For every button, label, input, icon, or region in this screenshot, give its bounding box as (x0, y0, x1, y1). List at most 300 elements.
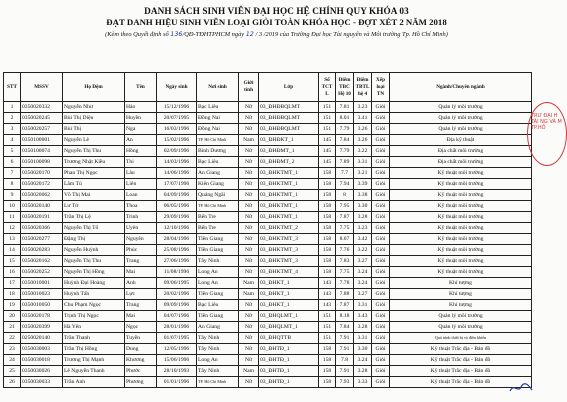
cell-diem-tbc: 7.95 (336, 201, 354, 212)
cell-nganh: Quá trình thiết bị và điều khiển (390, 333, 532, 344)
cell-so-tc: 145 (319, 146, 336, 157)
table-row (4, 267, 532, 278)
cell-diem-tbc: 7.84 (336, 322, 354, 333)
cell-mssv: 0350020178 (21, 311, 63, 322)
cell-gioi-tinh: Nữ (239, 179, 259, 190)
cell-xep-loai: Giỏi (372, 201, 390, 212)
cell-nganh: Quản lý môi trường (390, 311, 532, 322)
cell-mssv: 0350020140 (21, 201, 63, 212)
cell-stt: 26 (4, 377, 21, 388)
cell-nganh: Kỹ thuật môi trường (390, 212, 532, 223)
table-row (4, 157, 532, 168)
table-row (4, 355, 532, 366)
cell-lop: 03_ĐHTĐ_1 (259, 344, 319, 355)
header-lop: Lớp (259, 73, 319, 102)
cell-nganh: Kỹ thuật môi trường (390, 267, 532, 278)
cell-lop: 03_ĐHTĐ_1 (259, 355, 319, 366)
cell-noi-sinh: Tiền Giang (197, 311, 239, 322)
cell-ten: Trinh (125, 212, 157, 223)
cell-diem-tbc: 8.07 (336, 234, 354, 245)
header-so-tc: Số TCT L (319, 73, 336, 102)
cell-stt: 5 (4, 146, 21, 157)
cell-xep-loai: Giỏi (372, 355, 390, 366)
cell-gioi-tinh: Nữ (239, 102, 259, 113)
cell-lop: 03_ĐHKTMT_1 (259, 168, 319, 179)
cell-diem-tbtl: 3.41 (354, 113, 372, 124)
cell-noi-sinh: Bạc Liêu (197, 300, 239, 311)
cell-so-tc: 158 (319, 212, 336, 223)
cell-diem-tbc: 7.87 (336, 300, 354, 311)
cell-lop: 03_ĐHKTMT_3 (259, 234, 319, 245)
cell-gioi-tinh: Nữ (239, 322, 259, 333)
cell-nganh: Kỹ thuật môi trường (390, 223, 532, 234)
cell-noi-sinh: Tiền Giang (197, 234, 239, 245)
cell-noi-sinh: Bạc Liêu (197, 157, 239, 168)
cell-mssv: 0350020172 (21, 179, 63, 190)
table-row (4, 278, 532, 289)
cell-xep-loai: Giỏi (372, 157, 390, 168)
cell-so-tc: 151 (319, 102, 336, 113)
cell-diem-tbc: 7.89 (336, 157, 354, 168)
cell-so-tc: 158 (319, 223, 336, 234)
header-ho-dem: Họ Đệm (63, 73, 125, 102)
cell-gioi-tinh: Nữ (239, 113, 259, 124)
cell-mssv: 0350020245 (21, 113, 63, 124)
cell-stt: 24 (4, 355, 21, 366)
cell-diem-tbtl: 3.43 (354, 311, 372, 322)
cell-ngay-sinh: 01/07/1995 (157, 333, 197, 344)
cell-gioi-tinh: Nữ (239, 355, 259, 366)
cell-so-tc: 158 (319, 201, 336, 212)
cell-diem-tbtl: 3.27 (354, 289, 372, 300)
cell-ten: Trang (125, 300, 157, 311)
cell-xep-loai: Giỏi (372, 245, 390, 256)
cell-noi-sinh: Long An (197, 278, 239, 289)
cell-so-tc: 143 (319, 278, 336, 289)
cell-so-tc: 145 (319, 135, 336, 146)
cell-so-tc: 143 (319, 289, 336, 300)
cell-mssv: 0350030018 (21, 355, 63, 366)
cell-gioi-tinh: Nữ (239, 157, 259, 168)
cell-ho-dem: Nguyễn Thị Thu (63, 146, 125, 157)
cell-nganh: Khí tượng (390, 278, 532, 289)
cell-gioi-tinh: Nữ (239, 245, 259, 256)
header-mssv: MSSV (21, 73, 63, 102)
cell-lop: 03_ĐHQLMT_1 (259, 311, 319, 322)
cell-mssv: 0350020062 (21, 190, 63, 201)
cell-diem-tbtl: 3.22 (354, 146, 372, 157)
cell-mssv: 0350030026 (21, 366, 63, 377)
cell-stt: 6 (4, 157, 21, 168)
cell-gioi-tinh: Nữ (239, 333, 259, 344)
cell-so-tc: 151 (319, 322, 336, 333)
cell-ten: Anh (125, 278, 157, 289)
table-row (4, 333, 532, 344)
cell-xep-loai: Giỏi (372, 322, 390, 333)
cell-nganh: Khí tượng (390, 289, 532, 300)
cell-gioi-tinh: Nữ (239, 234, 259, 245)
cell-ngay-sinh: 01/01/1996 (157, 377, 197, 388)
table-row (4, 223, 532, 234)
cell-diem-tbc: 7.7 (336, 168, 354, 179)
cell-diem-tbtl: 3.30 (354, 344, 372, 355)
cell-diem-tbtl: 3.24 (354, 267, 372, 278)
header-xep-loai: Xếp loại TN (372, 73, 390, 102)
cell-lop: 03_ĐHTĐ_1 (259, 377, 319, 388)
cell-gioi-tinh: Nữ (239, 190, 259, 201)
cell-ho-dem: Trịnh Thị Ngọc (63, 311, 125, 322)
header-noi-sinh: Nơi sinh (197, 73, 239, 102)
cell-xep-loai: Giỏi (372, 124, 390, 135)
cell-ho-dem: Bùi Thị Diệu (63, 113, 125, 124)
table-row (4, 190, 532, 201)
cell-ten: Huyền (125, 113, 157, 124)
cell-mssv: 0350010050 (21, 300, 63, 311)
cell-nganh: Địa chất môi trường (390, 146, 532, 157)
cell-ho-dem: Trương Nhật Kiều (63, 157, 125, 168)
cell-so-tc: 158 (319, 355, 336, 366)
cell-stt: 14 (4, 245, 21, 256)
cell-ho-dem: Lư Tử (63, 201, 125, 212)
cell-ten: Mai (125, 267, 157, 278)
cell-stt: 18 (4, 289, 21, 300)
cell-gioi-tinh: Nam (239, 366, 259, 377)
cell-gioi-tinh: Nữ (239, 267, 259, 278)
cell-noi-sinh: Long An (197, 355, 239, 366)
cell-ho-dem: Huỳnh Đại Hoàng (63, 278, 125, 289)
cell-xep-loai: Giỏi (372, 333, 390, 344)
cell-ngay-sinh: 09/06/1995 (157, 278, 197, 289)
cell-ngay-sinh: 16/03/1996 (157, 124, 197, 135)
cell-ten: Nga (125, 124, 157, 135)
table-row (4, 135, 532, 146)
cell-xep-loai: Giỏi (372, 146, 390, 157)
cell-mssv: 0350010001 (21, 278, 63, 289)
cell-xep-loai: Giỏi (372, 212, 390, 223)
cell-gioi-tinh: Nữ (239, 124, 259, 135)
cell-xep-loai: Giỏi (372, 289, 390, 300)
cell-gioi-tinh: Nữ (239, 223, 259, 234)
cell-ten: Phương (125, 377, 157, 388)
cell-stt: 1 (4, 102, 21, 113)
table-header-row (4, 73, 532, 102)
cell-diem-tbtl: 3.23 (354, 223, 372, 234)
table-row (4, 212, 532, 223)
cell-ngay-sinh: 28/04/1996 (157, 234, 197, 245)
cell-so-tc: 158 (319, 344, 336, 355)
cell-so-tc: 158 (319, 267, 336, 278)
cell-ten: An (125, 135, 157, 146)
cell-ngay-sinh: 09/09/1996 (157, 300, 197, 311)
cell-stt: 10 (4, 201, 21, 212)
cell-stt: 19 (4, 300, 21, 311)
cell-ngay-sinh: 04/07/1996 (157, 311, 197, 322)
cell-diem-tbc: 7.94 (336, 179, 354, 190)
cell-diem-tbc: 8 (336, 190, 354, 201)
cell-ho-dem: Nguyễn Như (63, 102, 125, 113)
document-title-line1: DANH SÁCH SINH VIÊN ĐẠI HỌC HỆ CHÍNH QUY KHÓA 03 (144, 6, 409, 16)
cell-ten: Dung (125, 344, 157, 355)
cell-ho-dem: Bùi Thị (63, 124, 125, 135)
table-row (4, 168, 532, 179)
cell-stt: 4 (4, 135, 21, 146)
cell-ngay-sinh: 14/03/1996 (157, 157, 197, 168)
cell-ten: Nguyên (125, 234, 157, 245)
cell-so-tc: 151 (319, 124, 336, 135)
cell-noi-sinh: An Giang (197, 322, 239, 333)
cell-lop: 03_ĐHKTMT_1 (259, 212, 319, 223)
cell-so-tc: 158 (319, 190, 336, 201)
cell-ho-dem: Nguyễn Huỳnh (63, 245, 125, 256)
cell-lop: 03_ĐHQLMT_1 (259, 322, 319, 333)
cell-ngay-sinh: 29/09/1996 (157, 212, 197, 223)
cell-xep-loai: Giỏi (372, 366, 390, 377)
cell-ngay-sinh: 15/02/1996 (157, 135, 197, 146)
cell-diem-tbtl: 3.22 (354, 245, 372, 256)
cell-ngay-sinh: 14/06/1996 (157, 168, 197, 179)
cell-lop: 03_ĐHKTMT_1 (259, 190, 319, 201)
cell-stt: 22 (4, 333, 21, 344)
cell-gioi-tinh: Nữ (239, 377, 259, 388)
table-row (4, 311, 532, 322)
cell-diem-tbtl: 3.24 (354, 278, 372, 289)
cell-xep-loai: Giỏi (372, 344, 390, 355)
cell-diem-tbc: 7.78 (336, 278, 354, 289)
decision-number: 136 (170, 30, 183, 38)
cell-ten: Hồng (125, 146, 157, 157)
table-row (4, 234, 532, 245)
cell-nganh: Địa chất môi trường (390, 157, 532, 168)
signature-mark (508, 381, 534, 395)
cell-lop: 03_ĐHĐBQLMT (259, 113, 319, 124)
cell-lop: 03_ĐHKT_1 (259, 278, 319, 289)
cell-noi-sinh: TP. Hồ Chí Minh (197, 201, 239, 212)
cell-xep-loai: Giỏi (372, 234, 390, 245)
cell-nganh: Kỹ thuật Trắc địa - Bản đồ (390, 344, 532, 355)
cell-lop: 03_ĐHKT_1 (259, 289, 319, 300)
cell-mssv: 0350020283 (21, 245, 63, 256)
cell-noi-sinh: Bến Tre (197, 223, 239, 234)
cell-so-tc: 158 (319, 256, 336, 267)
cell-noi-sinh: Tây Ninh (197, 256, 239, 267)
cell-ho-dem: Võ Thị Mai (63, 190, 125, 201)
cell-gioi-tinh: Nữ (239, 311, 259, 322)
cell-ho-dem: Chu Phạm Ngọc (63, 300, 125, 311)
cell-ho-dem: Trần Thị Hồng (63, 344, 125, 355)
cell-gioi-tinh: Nữ (239, 168, 259, 179)
header-gioi-tinh: Giới tính (239, 73, 259, 102)
cell-diem-tbtl: 3.38 (354, 190, 372, 201)
cell-ngay-sinh: 20/07/1995 (157, 113, 197, 124)
cell-xep-loai: Giỏi (372, 168, 390, 179)
cell-diem-tbc: 7.91 (336, 366, 354, 377)
cell-ten: Khương (125, 355, 157, 366)
table-row (4, 124, 532, 135)
cell-lop: 03_ĐHKTMT_3 (259, 256, 319, 267)
student-table (3, 72, 532, 388)
cell-diem-tbc: 7.83 (336, 256, 354, 267)
cell-so-tc: 158 (319, 234, 336, 245)
cell-ho-dem: Nguyễn Thị Hồng (63, 267, 125, 278)
cell-ten: Hảo (125, 102, 157, 113)
decision-day: 12 (245, 30, 254, 38)
cell-diem-tbtl: 3.26 (354, 135, 372, 146)
cell-so-tc: 151 (319, 311, 336, 322)
cell-diem-tbc: 7.91 (336, 333, 354, 344)
cell-lop: 03_ĐHKTMT_1 (259, 179, 319, 190)
cell-ten: Loan (125, 190, 157, 201)
table-row (4, 179, 532, 190)
cell-nganh: Kỹ thuật môi trường (390, 201, 532, 212)
cell-lop: 03_ĐHKTMT_1 (259, 201, 319, 212)
cell-gioi-tinh: Nữ (239, 300, 259, 311)
subtitle-middle: /QĐ-TĐHTPHCM ngày (182, 31, 245, 38)
cell-ho-dem: Đặng Thị (63, 234, 125, 245)
cell-diem-tbtl: 3.39 (354, 179, 372, 190)
cell-noi-sinh: TP. Hồ Chí Minh (197, 377, 239, 388)
cell-mssv: 0350030033 (21, 377, 63, 388)
cell-ngay-sinh: 17/07/1996 (157, 179, 197, 190)
cell-ten: Phước (125, 366, 157, 377)
cell-xep-loai: Giỏi (372, 223, 390, 234)
cell-nganh: Quản lý môi trường (390, 102, 532, 113)
cell-stt: 21 (4, 322, 21, 333)
cell-lop: 03_ĐHKTMT_4 (259, 267, 319, 278)
cell-diem-tbc: 7.84 (336, 135, 354, 146)
cell-gioi-tinh: Nữ (239, 146, 259, 157)
cell-ho-dem: Trương Thị Mạnh (63, 355, 125, 366)
cell-ngay-sinh: 28/01/1996 (157, 322, 197, 333)
cell-ten: Trang (125, 256, 157, 267)
cell-diem-tbc: 7.79 (336, 124, 354, 135)
cell-gioi-tinh: Nữ (239, 201, 259, 212)
cell-xep-loai: Giỏi (372, 256, 390, 267)
cell-mssv: 0350100001 (21, 135, 63, 146)
table-row (4, 245, 532, 256)
cell-xep-loai: Giỏi (372, 278, 390, 289)
cell-diem-tbtl: 3.30 (354, 201, 372, 212)
cell-gioi-tinh: Nữ (239, 344, 259, 355)
cell-lop: 03_ĐHĐBQLMT (259, 102, 319, 113)
cell-diem-tbtl: 3.26 (354, 124, 372, 135)
cell-ngay-sinh: 12/10/1996 (157, 223, 197, 234)
cell-ho-dem: Huỳnh Tấn (63, 289, 125, 300)
cell-so-tc: 158 (319, 168, 336, 179)
table-row (4, 322, 532, 333)
cell-stt: 9 (4, 190, 21, 201)
cell-noi-sinh: Bình Dương (197, 146, 239, 157)
table-row (4, 146, 532, 157)
cell-gioi-tinh: Nam (239, 289, 259, 300)
cell-xep-loai: Giỏi (372, 311, 390, 322)
cell-ten: Lực (125, 289, 157, 300)
cell-diem-tbtl: 3.42 (354, 234, 372, 245)
document-title-line2: ĐẠT DANH HIỆU SINH VIÊN LOẠI GIỎI TOÀN KHÓA HỌC - ĐỢT XÉT 2 NĂM 2018 (106, 17, 447, 27)
cell-mssv: 0350020399 (21, 322, 63, 333)
red-seal-stamp: TRƯ ĐẠI H TÀI NG VÀ M TP.HỒ (527, 102, 567, 166)
cell-mssv: 0350020252 (21, 267, 63, 278)
cell-stt: 23 (4, 344, 21, 355)
cell-diem-tbtl: 3.28 (354, 366, 372, 377)
cell-ten: Mai (125, 311, 157, 322)
cell-nganh: Kỹ thuật môi trường (390, 234, 532, 245)
cell-diem-tbc: 7.81 (336, 102, 354, 113)
cell-noi-sinh: Tiền Giang (197, 289, 239, 300)
cell-ho-dem: Lâm Tú (63, 179, 125, 190)
cell-nganh: Kỹ thuật Trắc địa - Bản đồ (390, 377, 532, 388)
cell-lop: 03_ĐHĐMT_2 (259, 157, 319, 168)
cell-noi-sinh: Bạc Liêu (197, 102, 239, 113)
cell-nganh: Địa kỹ thuật (390, 135, 532, 146)
cell-diem-tbtl: 3.28 (354, 322, 372, 333)
cell-noi-sinh: An Giang (197, 168, 239, 179)
cell-mssv: 0350100098 (21, 157, 63, 168)
cell-xep-loai: Giỏi (372, 135, 390, 146)
cell-stt: 17 (4, 278, 21, 289)
cell-nganh: Kỹ thuật Trắc địa - Bản đồ (390, 355, 532, 366)
cell-noi-sinh: Long An (197, 267, 239, 278)
cell-lop: 03_ĐHĐMT_1 (259, 146, 319, 157)
cell-lop: 03_ĐHKTMT_3 (259, 245, 319, 256)
cell-noi-sinh: Bến Tre (197, 212, 239, 223)
cell-xep-loai: Giỏi (372, 267, 390, 278)
cell-ngay-sinh: 15/12/1996 (157, 102, 197, 113)
document-subtitle (0, 30, 553, 38)
cell-ho-dem: Nguyễn Thị Thu (63, 256, 125, 267)
cell-mssv: 0350030003 (21, 344, 63, 355)
cell-ho-dem: Nguyễn Lê (63, 135, 125, 146)
table-row (4, 102, 532, 113)
cell-stt: 3 (4, 124, 21, 135)
cell-nganh: Kỹ thuật Trắc địa - Bản đồ (390, 366, 532, 377)
cell-nganh: Kỹ thuật môi trường (390, 190, 532, 201)
cell-gioi-tinh: Nữ (239, 212, 259, 223)
cell-nganh: Quản lý môi trường (390, 113, 532, 124)
cell-diem-tbtl: 3.31 (354, 333, 372, 344)
cell-gioi-tinh: Nữ (239, 256, 259, 267)
cell-nganh: Kỹ thuật môi trường (390, 245, 532, 256)
cell-gioi-tinh: Nam (239, 278, 259, 289)
cell-ngay-sinh: 02/09/1996 (157, 146, 197, 157)
cell-so-tc: 158 (319, 179, 336, 190)
cell-lop: 03_ĐHKT_1 (259, 300, 319, 311)
cell-diem-tbc: 7.79 (336, 146, 354, 157)
cell-ngay-sinh: 06/05/1996 (157, 201, 197, 212)
cell-stt: 7 (4, 168, 21, 179)
table-row (4, 201, 532, 212)
cell-diem-tbtl: 3.31 (354, 157, 372, 168)
cell-mssv: 0350020257 (21, 124, 63, 135)
header-nganh: Ngành/Chuyên ngành (390, 73, 532, 102)
cell-gioi-tinh: Nam (239, 135, 259, 146)
cell-xep-loai: Giỏi (372, 190, 390, 201)
cell-so-tc: 158 (319, 377, 336, 388)
cell-xep-loai: Giỏi (372, 102, 390, 113)
cell-so-tc: 151 (319, 333, 336, 344)
cell-ten: Thoa (125, 201, 157, 212)
cell-diem-tbtl: 3.33 (354, 377, 372, 388)
cell-so-tc: 158 (319, 245, 336, 256)
header-ngay-sinh: Ngày sinh (157, 73, 197, 102)
cell-diem-tbtl: 3.31 (354, 300, 372, 311)
cell-so-tc: 158 (319, 366, 336, 377)
cell-diem-tbc: 7.75 (336, 267, 354, 278)
cell-stt: 12 (4, 223, 21, 234)
cell-noi-sinh: Tiền Giang (197, 245, 239, 256)
cell-ho-dem: Phan Thị Ngọc (63, 168, 125, 179)
cell-so-tc: 151 (319, 113, 336, 124)
cell-mssv: 0250020140 (21, 333, 63, 344)
